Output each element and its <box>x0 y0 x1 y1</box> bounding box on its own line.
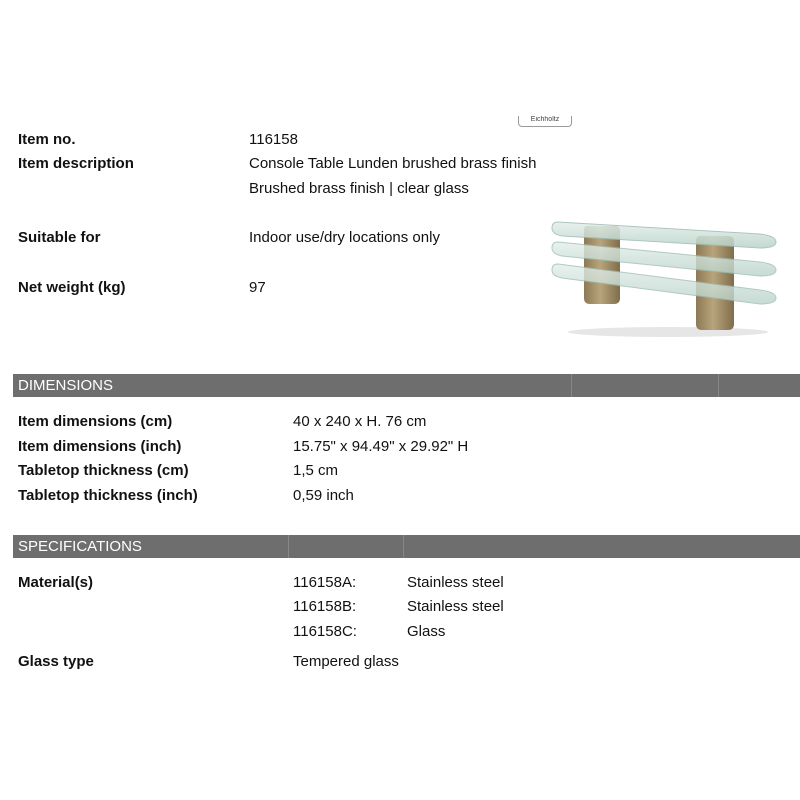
net-weight-label: Net weight (kg) <box>18 279 126 296</box>
material-code: 116158C: <box>293 623 357 640</box>
materials-label: Material(s) <box>18 574 94 591</box>
suitable-for-value: Indoor use/dry locations only <box>249 229 440 246</box>
band-divider <box>718 374 719 397</box>
dimension-label: Tabletop thickness (cm) <box>18 462 189 479</box>
specifications-heading: SPECIFICATIONS <box>18 538 142 555</box>
dimension-value: 40 x 240 x H. 76 cm <box>293 413 427 430</box>
dimension-value: 15.75" x 94.49" x 29.92" H <box>293 438 469 455</box>
glass-type-value: Tempered glass <box>293 653 399 670</box>
dimensions-header <box>13 374 800 397</box>
net-weight-value: 97 <box>249 279 266 296</box>
specifications-header <box>13 535 800 558</box>
dimension-value: 1,5 cm <box>293 462 339 479</box>
dimension-label: Item dimensions (inch) <box>18 438 182 455</box>
glass-type-label: Glass type <box>18 653 94 670</box>
item-description-line1: Console Table Lunden brushed brass finish <box>249 155 537 172</box>
material-name: Glass <box>407 623 446 640</box>
material-code: 116158A: <box>293 574 357 591</box>
band-divider <box>288 535 289 558</box>
suitable-for-label: Suitable for <box>18 229 101 246</box>
item-description-line2: Brushed brass finish | clear glass <box>249 180 469 197</box>
dimension-value: 0,59 inch <box>293 487 354 504</box>
item-no-label: Item no. <box>18 131 76 148</box>
material-name: Stainless steel <box>407 574 504 591</box>
floor-shadow <box>568 327 768 337</box>
brand-stamp: Eichholtz <box>518 116 572 127</box>
dimension-label: Item dimensions (cm) <box>18 413 173 430</box>
dimension-label: Tabletop thickness (inch) <box>18 487 198 504</box>
dimensions-heading: DIMENSIONS <box>18 377 114 394</box>
material-name: Stainless steel <box>407 598 504 615</box>
band-divider <box>403 535 404 558</box>
product-image <box>550 212 786 340</box>
material-code: 116158B: <box>293 598 357 615</box>
band-divider <box>571 374 572 397</box>
item-no-value: 116158 <box>249 131 298 148</box>
item-description-label: Item description <box>18 155 134 172</box>
